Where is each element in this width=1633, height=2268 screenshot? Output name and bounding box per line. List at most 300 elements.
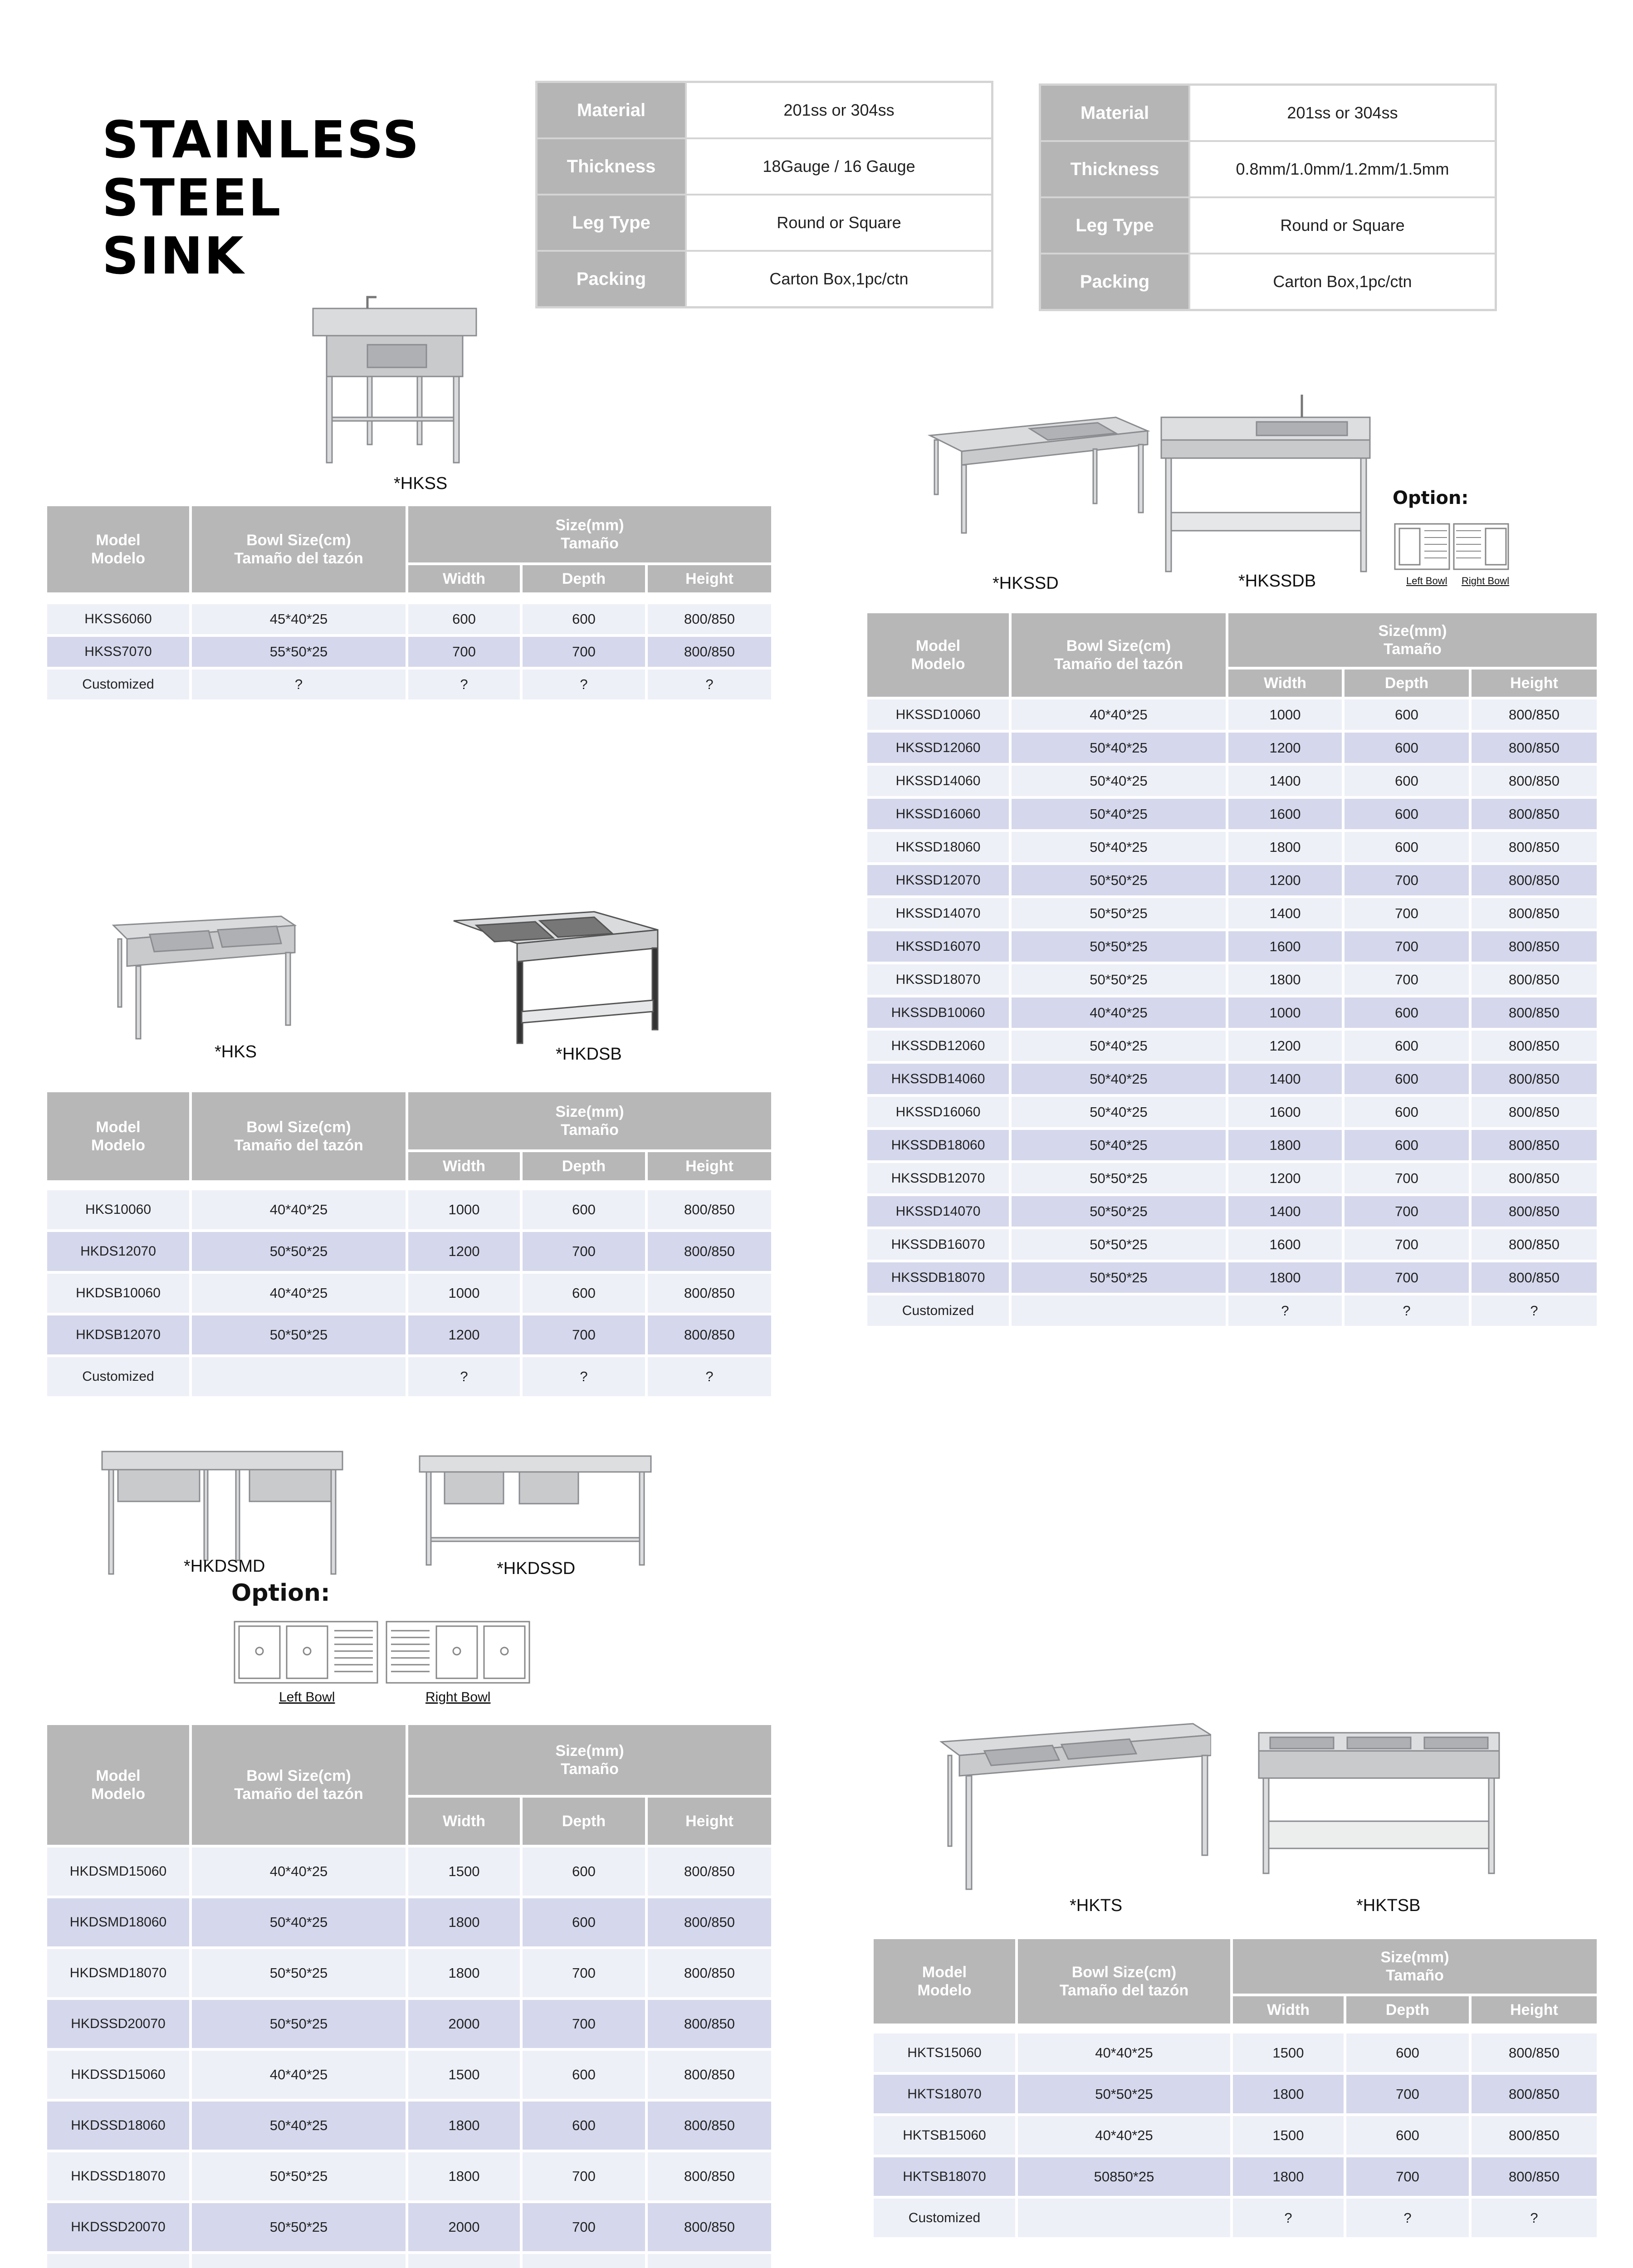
option-title-bottom: Option: — [231, 1579, 330, 1607]
caption-hktsb: *HKTSB — [1356, 1896, 1421, 1915]
header-model: Model Modelo — [867, 613, 1009, 697]
cell-width: 1400 — [1228, 1064, 1342, 1094]
cell-height: 800/850 — [648, 637, 771, 667]
hkss-sink-image — [308, 295, 481, 467]
header-size: Size(mm) Tamaño — [408, 1092, 771, 1149]
spec-label: Leg Type — [1041, 198, 1190, 253]
cell-bowl-size: 50*50*25 — [1012, 1163, 1226, 1193]
title-line-2: STEEL — [102, 169, 282, 228]
header-height: Height — [648, 1798, 771, 1845]
cell-height: 800/850 — [1472, 1229, 1597, 1260]
cell-width: 2000 — [408, 2203, 520, 2251]
cell-height: 800/850 — [648, 2152, 771, 2200]
cell-model: Customized — [47, 670, 189, 699]
cell-depth: 700 — [523, 2203, 645, 2251]
cell-width: 1200 — [1228, 733, 1342, 763]
cell-depth: ? — [1346, 2199, 1469, 2237]
cell-bowl-size: ? — [192, 670, 406, 699]
title-line-1: STAINLESS — [102, 111, 420, 170]
table-row — [867, 832, 1597, 862]
caption-hkdsb: *HKDSB — [556, 1045, 622, 1064]
cell-model: Customized — [874, 2199, 1015, 2237]
cell-depth: 700 — [1345, 898, 1469, 929]
option-diagram-top — [1393, 522, 1511, 572]
cell-height: 800/850 — [648, 604, 771, 634]
table-row — [47, 1274, 771, 1313]
cell-width: 1800 — [408, 1949, 520, 1997]
cell-width: ? — [408, 670, 520, 699]
page-title — [102, 111, 420, 285]
cell-width: 1200 — [1228, 1163, 1342, 1193]
table-row — [874, 2157, 1597, 2196]
cell-bowl-size: 50*40*25 — [1012, 1064, 1226, 1094]
cell-depth: 700 — [523, 2000, 645, 2048]
cell-model: HKDSSD18060 — [47, 2102, 189, 2150]
table-row — [47, 604, 771, 634]
cell-model: HKDSMD18070 — [47, 1949, 189, 1997]
spec-value: Carton Box,1pc/ctn — [769, 269, 909, 288]
hkdsb-sink-image — [449, 903, 667, 1048]
table-row — [867, 699, 1597, 730]
cell-bowl-size — [1018, 2199, 1230, 2237]
table-row — [874, 2199, 1597, 2237]
spec-label: Material — [538, 83, 687, 137]
cell-model: Customized — [47, 1357, 189, 1396]
cell-bowl-size: 50*50*25 — [192, 1315, 406, 1354]
cell-height: 800/850 — [648, 1898, 771, 1946]
cell-model: HKSSDB18060 — [867, 1130, 1009, 1160]
table-row — [867, 1163, 1597, 1193]
cell-model: HKDSMD18060 — [47, 1898, 189, 1946]
cell-width: 1000 — [408, 1190, 520, 1229]
cell-depth: 600 — [1345, 699, 1469, 730]
cell-depth: 700 — [1345, 931, 1469, 962]
cell-height: 800/850 — [648, 2203, 771, 2251]
spec-value: Round or Square — [1280, 216, 1405, 235]
table-row — [47, 637, 771, 667]
table-row — [867, 931, 1597, 962]
caption-hkssdb: *HKSSDB — [1238, 572, 1316, 591]
cell-bowl-size: 40*40*25 — [192, 1274, 406, 1313]
cell-model: HKSS6060 — [47, 604, 189, 634]
cell-width: 1000 — [408, 1274, 520, 1313]
cell-width: 2000 — [408, 2000, 520, 2048]
cell-height: 800/850 — [1472, 1031, 1597, 1061]
cell-bowl-size: 50*40*25 — [1012, 1097, 1226, 1127]
caption-hkssd: *HKSSD — [993, 574, 1059, 593]
cell-model: HKSSDB14060 — [867, 1064, 1009, 1094]
table-row — [867, 1295, 1597, 1326]
table-row — [867, 799, 1597, 829]
cell-bowl-size: 50*50*25 — [1018, 2075, 1230, 2113]
cell-model: HKDSSD15060 — [47, 2051, 189, 2099]
header-height: Height — [1472, 670, 1597, 697]
cell-height: 800/850 — [648, 1232, 771, 1271]
hks-sink-image — [109, 907, 299, 1043]
cell-width: 1400 — [1228, 898, 1342, 929]
header-depth: Depth — [523, 1152, 645, 1180]
table-hkss — [47, 506, 771, 699]
cell-depth: 600 — [1345, 997, 1469, 1028]
spec-label: Thickness — [538, 139, 687, 194]
cell-width: ? — [1228, 1295, 1342, 1326]
table-row — [874, 2075, 1597, 2113]
cell-model: HKSSD16070 — [867, 931, 1009, 962]
cell-bowl-size: 50*50*25 — [1012, 1262, 1226, 1293]
table-row — [867, 1262, 1597, 1293]
cell-depth: 700 — [1345, 964, 1469, 995]
cell-model — [47, 2254, 189, 2268]
hktsb-sink-image — [1257, 1719, 1501, 1878]
cell-depth: 600 — [1346, 2116, 1469, 2155]
table-row — [867, 1097, 1597, 1127]
cell-width: 1800 — [1228, 1262, 1342, 1293]
cell-model: HKSSD16060 — [867, 1097, 1009, 1127]
cell-width: 1400 — [1228, 1196, 1342, 1227]
cell-bowl-size — [1012, 1295, 1226, 1326]
cell-width: 1000 — [1228, 997, 1342, 1028]
cell-bowl-size: 40*40*25 — [192, 1190, 406, 1229]
cell-model: HKSSDB12060 — [867, 1031, 1009, 1061]
hkssd-sink-image — [925, 408, 1152, 535]
cell-depth: 600 — [1345, 1130, 1469, 1160]
cell-width: 1500 — [408, 2051, 520, 2099]
header-height: Height — [648, 1152, 771, 1180]
cell-height: 800/850 — [1472, 997, 1597, 1028]
cell-width: ? — [1233, 2199, 1344, 2237]
cell-bowl-size: 40*40*25 — [1018, 2033, 1230, 2072]
cell-model: HKDS12070 — [47, 1232, 189, 1271]
cell-height: 800/850 — [648, 1274, 771, 1313]
cell-width: 1800 — [1228, 832, 1342, 862]
header-width: Width — [408, 1152, 520, 1180]
table-row — [867, 766, 1597, 796]
cell-bowl-size: 40*40*25 — [1012, 699, 1226, 730]
header-bowl: Bowl Size(cm) Tamaño del tazón — [1018, 1939, 1230, 2024]
hkssdb-sink-image — [1152, 390, 1379, 581]
spec-table-right — [1039, 83, 1497, 311]
cell-width: 1800 — [408, 2152, 520, 2200]
table-hks — [47, 1092, 771, 1396]
cell-model: HKSSD16060 — [867, 799, 1009, 829]
cell-bowl-size: 50*50*25 — [192, 2203, 406, 2251]
cell-model: HKSSD10060 — [867, 699, 1009, 730]
cell-depth: 600 — [523, 2102, 645, 2150]
cell-height: 800/850 — [1472, 2116, 1597, 2155]
cell-model: HKSSDB10060 — [867, 997, 1009, 1028]
cell-height: 800/850 — [1472, 766, 1597, 796]
header-bowl: Bowl Size(cm) Tamaño del tazón — [192, 506, 406, 592]
cell-bowl-size: 50850*25 — [1018, 2157, 1230, 2196]
cell-height: 800/850 — [1472, 1163, 1597, 1193]
header-width: Width — [408, 1798, 520, 1845]
cell-depth: ? — [523, 1357, 645, 1396]
cell-width: 1000 — [1228, 699, 1342, 730]
cell-model: HKDSB12070 — [47, 1315, 189, 1354]
cell-depth: 700 — [1345, 1196, 1469, 1227]
cell-depth: 600 — [1346, 2033, 1469, 2072]
table-row — [867, 865, 1597, 895]
cell-bowl-size: 40*40*25 — [192, 2051, 406, 2099]
table-row — [47, 1232, 771, 1271]
cell-depth: 600 — [1345, 832, 1469, 862]
header-width: Width — [1228, 670, 1342, 697]
cell-model: HKTS15060 — [874, 2033, 1015, 2072]
table-row — [47, 2254, 771, 2268]
cell-model: HKDSSD20070 — [47, 2203, 189, 2251]
spec-label: Packing — [538, 252, 687, 306]
cell-bowl-size: 50*40*25 — [1012, 1031, 1226, 1061]
cell-height: 800/850 — [1472, 1130, 1597, 1160]
cell-height: 800/850 — [1472, 898, 1597, 929]
cell-depth: 600 — [523, 1898, 645, 1946]
cell-depth: 600 — [1345, 799, 1469, 829]
cell-model: HKSSDB12070 — [867, 1163, 1009, 1193]
cell-model: HKSSD12060 — [867, 733, 1009, 763]
table-row — [47, 2102, 771, 2150]
cell-height: 800/850 — [1472, 699, 1597, 730]
cell-bowl-size: 50*40*25 — [1012, 1130, 1226, 1160]
table-row — [47, 1357, 771, 1396]
cell-model: HKTSB18070 — [874, 2157, 1015, 2196]
cell-bowl-size — [192, 1357, 406, 1396]
cell-width: 1200 — [408, 1232, 520, 1271]
table-row — [47, 670, 771, 699]
cell-width: 1600 — [1228, 1229, 1342, 1260]
spec-value: Round or Square — [777, 213, 901, 232]
cell-height: ? — [648, 670, 771, 699]
cell-width: 1200 — [1228, 865, 1342, 895]
cell-bowl-size: 40*40*25 — [1012, 997, 1226, 1028]
cell-height: 800/850 — [648, 1315, 771, 1354]
cell-model: HKSSD12070 — [867, 865, 1009, 895]
cell-height: 800/850 — [648, 1848, 771, 1896]
cell-depth: 600 — [523, 1274, 645, 1313]
table-row — [47, 1190, 771, 1229]
cell-height: 800/850 — [648, 1190, 771, 1229]
caption-hkdsmd: *HKDSMD — [184, 1557, 265, 1576]
cell-model: HKDSSD20070 — [47, 2000, 189, 2048]
cell-depth: ? — [523, 670, 645, 699]
table-row — [867, 733, 1597, 763]
cell-height: 800/850 — [648, 2000, 771, 2048]
table-hkssd — [867, 613, 1597, 1326]
cell-model: HKS10060 — [47, 1190, 189, 1229]
table-row — [47, 1848, 771, 1896]
table-row — [867, 1130, 1597, 1160]
spec-value: 201ss or 304ss — [783, 101, 895, 119]
cell-height: 800/850 — [1472, 832, 1597, 862]
cell-bowl-size: 40*40*25 — [1018, 2116, 1230, 2155]
cell-height: 800/850 — [1472, 733, 1597, 763]
table-row — [47, 2203, 771, 2251]
cell-model: HKSSD18060 — [867, 832, 1009, 862]
spec-label: Material — [1041, 86, 1190, 140]
table-row — [867, 1196, 1597, 1227]
table-row — [867, 898, 1597, 929]
cell-depth: 700 — [1345, 1229, 1469, 1260]
option-left-bowl-top: Left Bowl — [1406, 575, 1447, 587]
cell-model: HKDSB10060 — [47, 1274, 189, 1313]
caption-hkss: *HKSS — [394, 474, 448, 493]
spec-value: 201ss or 304ss — [1287, 103, 1398, 122]
cell-bowl-size: 50*50*25 — [1012, 1229, 1226, 1260]
header-model: Model Modelo — [874, 1939, 1015, 2024]
spec-label: Leg Type — [538, 196, 687, 250]
cell-bowl-size: 50*40*25 — [1012, 733, 1226, 763]
cell-height — [648, 2254, 771, 2268]
cell-width: 1600 — [1228, 1097, 1342, 1127]
cell-height: ? — [648, 1357, 771, 1396]
header-size: Size(mm) Tamaño — [1228, 613, 1597, 667]
header-size: Size(mm) Tamaño — [408, 506, 771, 562]
cell-width: 1500 — [1233, 2116, 1344, 2155]
header-model: Model Modelo — [47, 1092, 189, 1180]
header-bowl: Bowl Size(cm) Tamaño del tazón — [1012, 613, 1226, 697]
spec-value: 0.8mm/1.0mm/1.2mm/1.5mm — [1236, 160, 1449, 178]
table-row — [867, 1064, 1597, 1094]
cell-depth: 600 — [1345, 733, 1469, 763]
cell-depth: 700 — [1345, 865, 1469, 895]
cell-bowl-size: 50*50*25 — [1012, 865, 1226, 895]
cell-height: 800/850 — [1472, 2075, 1597, 2113]
cell-bowl-size: 50*40*25 — [1012, 799, 1226, 829]
cell-depth: 700 — [1346, 2075, 1469, 2113]
header-height: Height — [1472, 1996, 1597, 2024]
cell-height: 800/850 — [1472, 1064, 1597, 1094]
table-row — [874, 2033, 1597, 2072]
cell-height: 800/850 — [648, 2051, 771, 2099]
cell-model: HKTSB15060 — [874, 2116, 1015, 2155]
cell-depth: 700 — [1346, 2157, 1469, 2196]
cell-width: ? — [408, 1357, 520, 1396]
cell-depth: 700 — [1345, 1262, 1469, 1293]
cell-height: 800/850 — [1472, 1196, 1597, 1227]
cell-height: 800/850 — [1472, 964, 1597, 995]
header-bowl: Bowl Size(cm) Tamaño del tazón — [192, 1725, 406, 1845]
cell-height: 800/850 — [1472, 799, 1597, 829]
cell-model: HKSSDB16070 — [867, 1229, 1009, 1260]
cell-depth: 700 — [523, 1949, 645, 1997]
header-depth: Depth — [1346, 1996, 1469, 2024]
caption-hks: *HKS — [215, 1042, 257, 1061]
cell-depth: 700 — [523, 1232, 645, 1271]
cell-bowl-size: 50*40*25 — [192, 2102, 406, 2150]
header-depth: Depth — [1345, 670, 1469, 697]
title-line-3: SINK — [102, 227, 245, 286]
option-left-bowl-bottom: Left Bowl — [279, 1690, 335, 1705]
cell-height: 800/850 — [1472, 865, 1597, 895]
cell-model: HKSSD14060 — [867, 766, 1009, 796]
cell-bowl-size: 50*40*25 — [1012, 766, 1226, 796]
cell-bowl-size — [192, 2254, 406, 2268]
header-size: Size(mm) Tamaño — [408, 1725, 771, 1795]
cell-height: 800/850 — [648, 1949, 771, 1997]
cell-model: HKTS18070 — [874, 2075, 1015, 2113]
table-row — [867, 1031, 1597, 1061]
cell-model: HKSSD14070 — [867, 898, 1009, 929]
cell-depth: 700 — [523, 2152, 645, 2200]
header-depth: Depth — [523, 565, 645, 592]
cell-width: 1800 — [408, 1898, 520, 1946]
cell-width: 1800 — [1228, 1130, 1342, 1160]
cell-model: HKSSDB18070 — [867, 1262, 1009, 1293]
cell-width: 1600 — [1228, 931, 1342, 962]
cell-width: 600 — [408, 604, 520, 634]
cell-depth — [523, 2254, 645, 2268]
header-model: Model Modelo — [47, 1725, 189, 1845]
header-bowl: Bowl Size(cm) Tamaño del tazón — [192, 1092, 406, 1180]
cell-depth: 600 — [1345, 1064, 1469, 1094]
cell-model: HKSS7070 — [47, 637, 189, 667]
spec-label: Thickness — [1041, 142, 1190, 196]
cell-height: 800/850 — [1472, 2157, 1597, 2196]
header-size: Size(mm) Tamaño — [1233, 1939, 1597, 1994]
cell-height: ? — [1472, 1295, 1597, 1326]
cell-bowl-size: 55*50*25 — [192, 637, 406, 667]
cell-depth: 600 — [523, 1190, 645, 1229]
spec-table-left — [535, 81, 993, 308]
caption-hkdssd: *HKDSSD — [497, 1559, 576, 1578]
hkdssd-sink-image — [417, 1447, 653, 1569]
cell-width: 1400 — [1228, 766, 1342, 796]
cell-depth: 600 — [523, 1848, 645, 1896]
cell-model: Customized — [867, 1295, 1009, 1326]
cell-bowl-size: 50*40*25 — [1012, 832, 1226, 862]
cell-width: 1200 — [408, 1315, 520, 1354]
cell-bowl-size: 50*50*25 — [192, 2000, 406, 2048]
spec-value: Carton Box,1pc/ctn — [1273, 272, 1412, 291]
table-row — [47, 2000, 771, 2048]
cell-depth: 700 — [523, 637, 645, 667]
table-hkts — [874, 1939, 1597, 2237]
table-row — [47, 2051, 771, 2099]
spec-value: 18Gauge / 16 Gauge — [763, 157, 915, 176]
table-row — [47, 2152, 771, 2200]
option-title-top: Option: — [1393, 488, 1469, 508]
table-row — [47, 1315, 771, 1354]
cell-depth: ? — [1345, 1295, 1469, 1326]
header-width: Width — [1233, 1996, 1344, 2024]
cell-depth: 700 — [523, 1315, 645, 1354]
header-depth: Depth — [523, 1798, 645, 1845]
cell-bowl-size: 50*50*25 — [1012, 931, 1226, 962]
cell-depth: 700 — [1345, 1163, 1469, 1193]
option-right-bowl-bottom: Right Bowl — [425, 1690, 491, 1705]
cell-height: 800/850 — [1472, 2033, 1597, 2072]
cell-bowl-size: 50*50*25 — [192, 1949, 406, 1997]
cell-bowl-size: 50*50*25 — [1012, 1196, 1226, 1227]
cell-width: 1800 — [1228, 964, 1342, 995]
cell-width: 1800 — [1233, 2075, 1344, 2113]
cell-width — [408, 2254, 520, 2268]
header-model: Model Modelo — [47, 506, 189, 592]
cell-width: 1800 — [408, 2102, 520, 2150]
cell-model: HKDSSD18070 — [47, 2152, 189, 2200]
table-row — [867, 997, 1597, 1028]
table-row — [47, 1898, 771, 1946]
header-width: Width — [408, 565, 520, 592]
cell-bowl-size: 50*50*25 — [1012, 898, 1226, 929]
cell-width: 700 — [408, 637, 520, 667]
cell-width: 1500 — [408, 1848, 520, 1896]
cell-height: 800/850 — [648, 2102, 771, 2150]
header-height: Height — [648, 565, 771, 592]
cell-depth: 600 — [1345, 1097, 1469, 1127]
cell-bowl-size: 50*50*25 — [1012, 964, 1226, 995]
cell-model: HKSSD14070 — [867, 1196, 1009, 1227]
hkts-sink-image — [939, 1715, 1211, 1896]
